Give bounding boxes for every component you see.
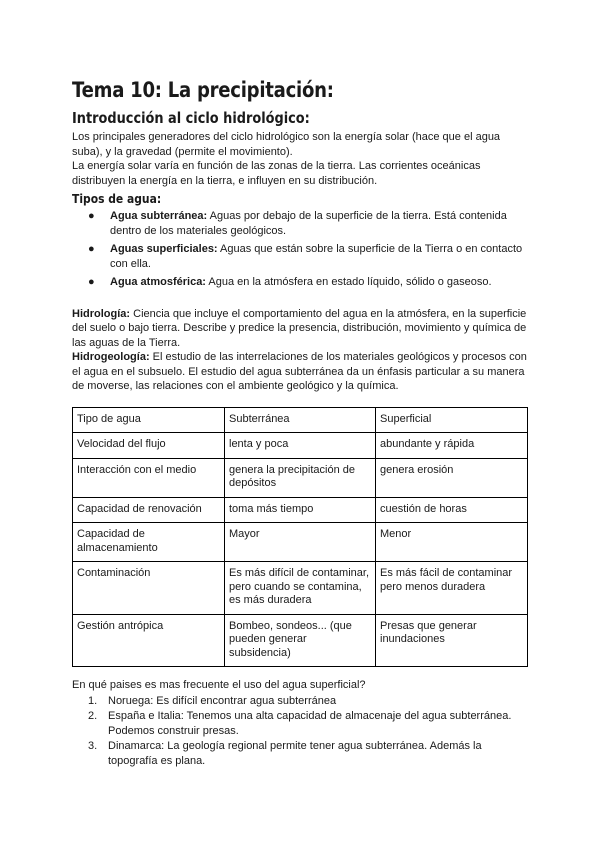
table-cell: Menor: [376, 523, 528, 562]
table-cell: Tipo de agua: [73, 407, 225, 433]
tipos-list: [72, 209, 528, 290]
list-item: [88, 694, 528, 709]
table-cell: Bombeo, sondeos... (que pueden generar subsidencia): [225, 614, 376, 667]
table-cell: toma más tiempo: [225, 497, 376, 523]
list-number: 2.: [88, 710, 98, 722]
list-item: [88, 209, 528, 238]
list-item: [88, 242, 528, 271]
document-content: [72, 78, 528, 769]
table-cell: genera erosión: [376, 458, 528, 497]
hidrologia-term: Hidrología:: [72, 307, 131, 320]
table-cell: Contaminación: [73, 562, 225, 615]
list-item-term: Agua subterránea:: [110, 210, 208, 222]
table-row: [73, 614, 528, 667]
list-item-text: Noruega: Es difícil encontrar agua subterránea: [108, 694, 337, 707]
table-cell: cuestión de horas: [376, 497, 528, 523]
hidrogeologia-definition: [72, 350, 528, 394]
bullet-icon: ●: [88, 276, 95, 288]
table-cell: abundante y rápida: [376, 433, 528, 459]
list-item-term: Aguas superficiales:: [110, 243, 218, 255]
list-item-text: Aguas por debajo de la superficie de la tierra. Está contenida dentro de los materiales geológicos.: [110, 210, 507, 237]
hidrogeologia-term: Hidrogeología:: [72, 351, 150, 363]
table-cell: Capacidad de almacenamiento: [73, 523, 225, 562]
bullet-icon: ●: [88, 210, 95, 222]
bullet-icon: ●: [88, 243, 95, 255]
table-row: [73, 407, 528, 433]
table-cell: Subterránea: [225, 407, 376, 433]
hidrologia-definition: [72, 307, 528, 351]
list-item-text: Dinamarca: La geología regional permite tener agua subterránea. Además la topografía es plana.: [108, 740, 482, 767]
table-cell: Superficial: [376, 407, 528, 433]
answers-list: [72, 694, 528, 769]
list-item: [88, 709, 528, 738]
table-row: [73, 433, 528, 459]
hidrologia-text: Ciencia que incluye el comportamiento del agua en la atmósfera, en la superficie del suelo o bajo tierra. Describe y predice la presencia, distribución, movimiento y química de las aguas de la Tierra.: [72, 307, 527, 349]
list-item-text: Agua en la atmósfera en estado líquido, sólido o gaseoso.: [205, 276, 492, 288]
list-item-text: España e Italia: Tenemos una alta capacidad de almacenaje del agua subterránea. Podemos construir presas.: [108, 710, 512, 737]
page-title: Tema 10: La precipitación:: [72, 78, 334, 102]
intro-heading: Introducción al ciclo hidrológico:: [72, 109, 310, 127]
table-cell: Capacidad de renovación: [73, 497, 225, 523]
list-item: [88, 739, 528, 768]
list-number: 1.: [88, 694, 98, 707]
table-row: [73, 497, 528, 523]
table-cell: genera la precipitación de depósitos: [225, 458, 376, 497]
table-row: [73, 523, 528, 562]
tipos-heading: Tipos de agua:: [72, 191, 162, 206]
intro-paragraph-2: La energía solar varía en función de las zonas de la tierra. Las corrientes oceánicas distribuyen la energía en la tierra, e influyen en su distribución.: [72, 160, 481, 187]
table-cell: Velocidad del flujo: [73, 433, 225, 459]
comparison-table: [72, 407, 528, 668]
table-cell: Es más fácil de contaminar pero menos duradera: [376, 562, 528, 615]
table-row: [73, 562, 528, 615]
intro-paragraph-1: Los principales generadores del ciclo hidrológico son la energía solar (hace que el agua suba), y la gravedad (permite el movimiento).: [72, 131, 501, 158]
table-row: [73, 458, 528, 497]
list-item: [88, 275, 528, 290]
list-number: 3.: [88, 740, 98, 752]
table-cell: Gestión antrópica: [73, 614, 225, 667]
table-cell: Interacción con el medio: [73, 458, 225, 497]
question-text: En qué paises es mas frecuente el uso del agua superficial?: [72, 679, 366, 691]
table-cell: Presas que generar inundaciones: [376, 614, 528, 667]
list-item-term: Agua atmosférica:: [110, 276, 206, 288]
table-cell: Mayor: [225, 523, 376, 562]
list-item-text: Aguas que están sobre la superficie de la Tierra o en contacto con ella.: [110, 243, 523, 270]
table-cell: lenta y poca: [225, 433, 376, 459]
hidrogeologia-text: El estudio de las interrelaciones de los materiales geológicos y procesos con el agua en el subsuelo. El estudio del agua subterránea da un énfasis particular a su manera de moverse, las relaciones con el ambiente geológico y la química.: [72, 351, 527, 392]
table-cell: Es más difícil de contaminar, pero cuando se contamina, es más duradera: [225, 562, 376, 615]
